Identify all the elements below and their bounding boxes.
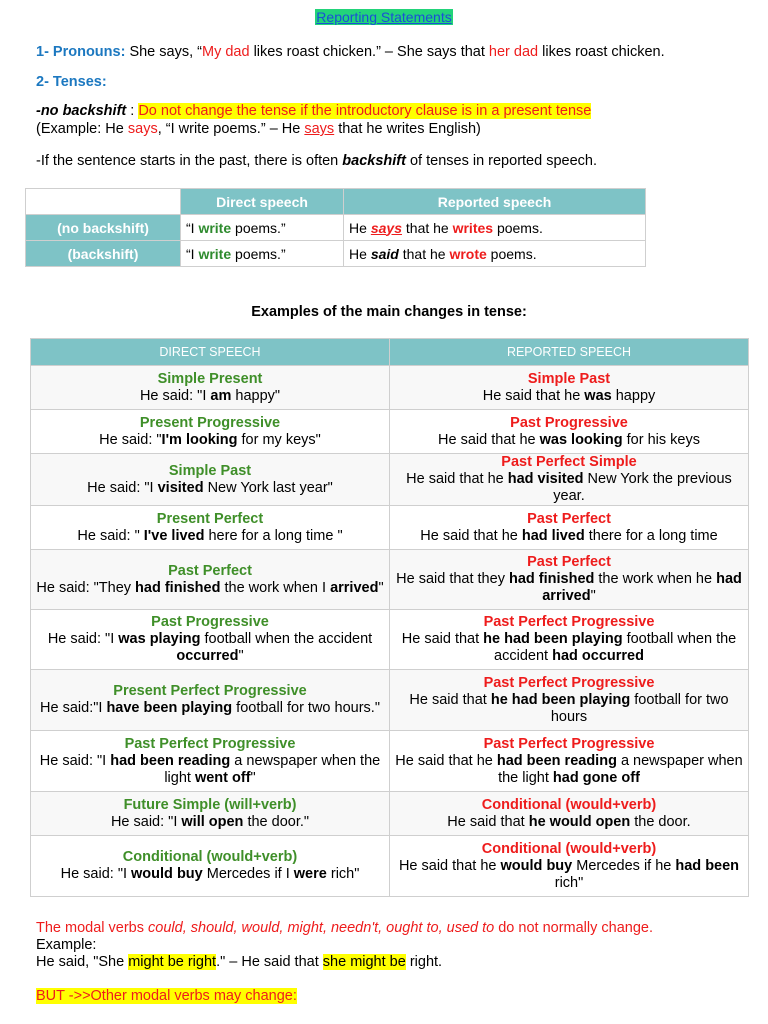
example-text: He said: "I xyxy=(110,813,182,830)
tense-name: Future Simple (will+verb) xyxy=(123,796,297,813)
example-text: had been xyxy=(675,857,740,874)
example-text: football for two hours." xyxy=(232,700,380,716)
example-text: he had been playing xyxy=(483,631,623,647)
reported-speech-column-header: REPORTED SPEECH xyxy=(390,339,749,366)
example-text: had lived xyxy=(521,527,585,544)
pronouns-line: 1- Pronouns: She says, “My dad likes roast chicken.” – She says that her dad likes roast chicken. xyxy=(36,44,665,60)
example-text: occurred xyxy=(176,648,239,664)
tense-name: Past Perfect Progressive xyxy=(124,735,296,752)
pronouns-label: 1- Pronouns: xyxy=(36,44,126,60)
reported-speech-cell xyxy=(390,610,749,670)
table-row xyxy=(31,410,749,454)
example-text: had occurred xyxy=(552,648,644,664)
table-row xyxy=(31,550,749,610)
example-label: Example: xyxy=(36,937,97,953)
example-text: the door." xyxy=(243,813,310,830)
example-text: for his keys xyxy=(622,431,700,448)
tense-name: Simple Past xyxy=(168,462,252,479)
example-text: I've lived xyxy=(143,527,205,544)
example-text: He said: "I xyxy=(60,866,132,882)
direct-speech-cell xyxy=(31,836,390,897)
example-text: were xyxy=(293,866,327,882)
reported-speech-cell xyxy=(390,366,749,410)
example-text: " xyxy=(238,648,244,664)
example-text: He said that he xyxy=(406,471,508,487)
reported-speech-cell xyxy=(390,836,749,897)
tense-name: Present Progressive xyxy=(139,414,281,431)
backshift-table xyxy=(25,188,646,267)
reported-speech-cell xyxy=(390,550,749,610)
table-row xyxy=(31,731,749,792)
example-text: He said that he xyxy=(420,527,522,544)
reported-speech-cell xyxy=(390,410,749,454)
example-text: have been playing xyxy=(106,700,233,716)
example-text: He said: "I xyxy=(47,631,119,647)
example-text: the door. xyxy=(630,813,691,830)
example-text: He said that he xyxy=(438,431,540,448)
example-text: would buy xyxy=(500,857,573,874)
no-backshift-example: (Example: He says, “I write poems.” – He says that he writes English) xyxy=(36,121,481,137)
example-text: was xyxy=(584,387,612,404)
example-text: He said: "They xyxy=(36,579,136,596)
tense-name: Past Progressive xyxy=(151,614,269,630)
table-row xyxy=(31,454,749,506)
example-text: He said that he xyxy=(395,752,497,769)
tense-name: Present Perfect Progressive xyxy=(113,683,307,699)
table-row xyxy=(31,792,749,836)
example-text: had gone off xyxy=(552,769,640,786)
example-text: he would open xyxy=(528,813,631,830)
direct-speech-column-header: DIRECT SPEECH xyxy=(31,339,390,366)
row-label: (backshift) xyxy=(26,241,181,267)
reported-speech-cell xyxy=(390,670,749,731)
example-text: He said that they xyxy=(396,571,509,587)
reported-speech-cell xyxy=(390,731,749,792)
direct-speech-header: Direct speech xyxy=(181,189,344,215)
blank-corner-cell xyxy=(26,189,181,215)
example-text: rich" xyxy=(554,874,584,891)
example-text: He said: " xyxy=(77,527,144,544)
example-text: he had been playing xyxy=(490,691,631,708)
example-text: He said: " xyxy=(99,431,162,448)
example-text: He said that xyxy=(409,691,491,708)
reported-speech-cell xyxy=(390,454,749,506)
direct-speech-cell xyxy=(31,506,390,550)
page-title: Reporting Statements xyxy=(316,9,452,25)
direct-speech-cell xyxy=(31,366,390,410)
example-text: had arrived xyxy=(542,571,742,604)
direct-speech-cell xyxy=(31,550,390,610)
example-text: for my keys" xyxy=(237,431,321,448)
tense-name: Present Perfect xyxy=(156,510,264,527)
direct-cell: “I write poems.” xyxy=(181,215,344,241)
direct-speech-cell xyxy=(31,731,390,792)
tense-name: Past Perfect xyxy=(527,554,611,570)
modal-example: He said, "She might be right." – He said that she might be right. xyxy=(36,954,443,970)
tense-name: Conditional (would+verb) xyxy=(122,849,298,865)
example-text: rich" xyxy=(326,866,360,882)
tense-name: Simple Present xyxy=(157,370,263,387)
example-text: I'm looking xyxy=(161,431,238,448)
table-row xyxy=(31,610,749,670)
tense-name: Past Perfect Progressive xyxy=(483,674,655,691)
example-text: would buy xyxy=(131,866,203,882)
table-row xyxy=(26,215,646,241)
table-row xyxy=(26,241,646,267)
reported-speech-header: Reported speech xyxy=(344,189,646,215)
example-text: had been reading xyxy=(496,752,617,769)
tenses-label: 2- Tenses: xyxy=(36,74,107,90)
tense-name: Past Perfect xyxy=(527,510,611,527)
examples-heading: Examples of the main changes in tense: xyxy=(251,304,527,320)
direct-speech-cell xyxy=(31,670,390,731)
table-row xyxy=(31,366,749,410)
example-text: the work when I xyxy=(220,579,331,596)
example-text: arrived xyxy=(330,579,379,596)
example-text: here for a long time " xyxy=(204,527,343,544)
example-text: had finished xyxy=(508,571,595,587)
tense-name: Past Perfect xyxy=(168,562,252,579)
example-text: am xyxy=(210,387,232,404)
tense-name: Past Perfect Simple xyxy=(501,454,637,470)
row-label: (no backshift) xyxy=(26,215,181,241)
example-text: football when the accident xyxy=(494,631,737,664)
example-text: " xyxy=(250,769,256,786)
example-text: visited xyxy=(157,479,204,496)
direct-speech-cell xyxy=(31,454,390,506)
tense-name: Simple Past xyxy=(527,370,611,387)
tense-name: Past Progressive xyxy=(510,414,628,431)
reported-cell: He says that he writes poems. xyxy=(344,215,646,241)
example-text: Mercedes if he xyxy=(572,857,676,874)
example-text: He said that xyxy=(401,631,484,647)
table-row xyxy=(31,836,749,897)
modal-verbs-note: The modal verbs could, should, would, might, needn't, ought to, used to do not normally change. xyxy=(36,920,653,936)
example-text: happy" xyxy=(231,387,281,404)
tense-name: Past Perfect Progressive xyxy=(483,614,655,630)
example-text: had been reading xyxy=(110,752,231,769)
reported-cell: He said that he wrote poems. xyxy=(344,241,646,267)
direct-cell: “I write poems.” xyxy=(181,241,344,267)
example-text: He said: "I xyxy=(39,752,111,769)
example-text: He said: "I xyxy=(139,387,211,404)
no-backshift-rule: -no backshift : Do not change the tense if the introductory clause is in a present tense xyxy=(36,103,592,119)
example-text: football for two hours xyxy=(550,691,729,725)
example-text: New York last year" xyxy=(203,479,333,496)
direct-speech-cell xyxy=(31,792,390,836)
table-row xyxy=(31,506,749,550)
example-text: He said: "I xyxy=(87,479,158,496)
example-text: had finished xyxy=(135,579,221,596)
example-text: went off xyxy=(194,769,251,786)
example-text: had visited xyxy=(507,471,584,487)
reported-speech-cell xyxy=(390,506,749,550)
example-text: Mercedes if I xyxy=(202,866,294,882)
direct-speech-cell xyxy=(31,410,390,454)
example-text: there for a long time xyxy=(584,527,718,544)
example-text: happy xyxy=(611,387,656,404)
example-text: He said that xyxy=(447,813,529,830)
example-text: football when the accident xyxy=(200,631,373,647)
example-text: will open xyxy=(181,813,244,830)
reported-speech-cell xyxy=(390,792,749,836)
example-text: He said that he xyxy=(482,387,585,404)
example-text: a newspaper when the light xyxy=(164,752,381,786)
example-text: " xyxy=(590,588,596,604)
backshift-past-line: -If the sentence starts in the past, there is often backshift of tenses in reported speech. xyxy=(36,153,597,169)
direct-speech-cell xyxy=(31,610,390,670)
tense-name: Conditional (would+verb) xyxy=(481,840,657,857)
example-text: " xyxy=(378,579,384,596)
example-text: a newspaper when the light xyxy=(498,752,743,786)
example-text: He said:"I xyxy=(40,700,107,716)
table-row xyxy=(31,670,749,731)
tense-changes-table xyxy=(30,338,749,897)
example-text: He said that he xyxy=(398,857,501,874)
tense-name: Conditional (would+verb) xyxy=(481,796,657,813)
example-text: New York the previous year. xyxy=(553,471,732,504)
example-text: was playing xyxy=(118,631,201,647)
example-text: was looking xyxy=(539,431,623,448)
tense-name: Past Perfect Progressive xyxy=(483,735,655,752)
example-text: the work when he xyxy=(594,571,717,587)
but-modal-note: BUT ->>Other modal verbs may change: xyxy=(36,988,297,1004)
